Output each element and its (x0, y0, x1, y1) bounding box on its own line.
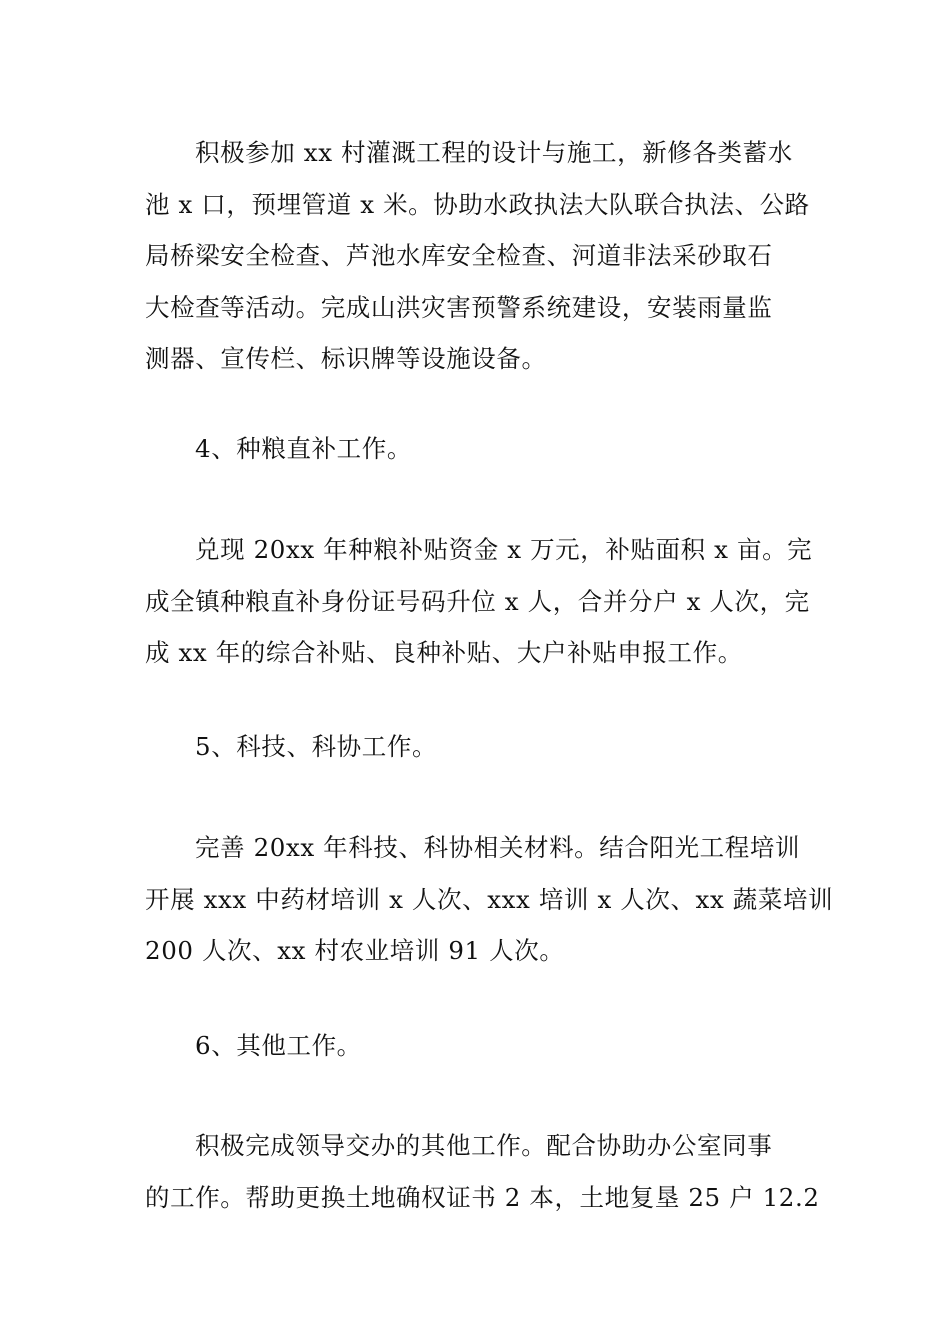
heading-line: 5、科技、科协工作。 (195, 732, 438, 761)
heading-line: 4、种粮直补工作。 (195, 434, 412, 463)
paragraph-irrigation (145, 127, 815, 385)
paragraph-line: 测器、宣传栏、标识牌等设施设备。 (145, 344, 547, 373)
paragraph-line: 兑现 20xx 年种粮补贴资金 x 万元，补贴面积 x 亩。完 (195, 535, 813, 564)
paragraph-grain-subsidy (145, 524, 815, 679)
heading-line: 6、其他工作。 (195, 1031, 362, 1060)
paragraph-line: 积极完成领导交办的其他工作。配合协助办公室同事 (195, 1131, 773, 1160)
paragraph-other-work (145, 1120, 820, 1223)
paragraph-line: 积极参加 xx 村灌溉工程的设计与施工，新修各类蓄水 (195, 138, 793, 167)
paragraph-line: 局桥梁安全检查、芦池水库安全检查、河道非法采砂取石 (145, 241, 773, 270)
paragraph-line: 池 x 口，预埋管道 x 米。协助水政执法大队联合执法、公路 (145, 189, 810, 219)
section-heading-science-tech (145, 721, 815, 773)
paragraph-line: 200 人次、xx 村农业培训 91 人次。 (145, 936, 565, 965)
paragraph-line: 成全镇种粮直补身份证号码升位 x 人，合并分户 x 人次，完 (145, 586, 810, 616)
paragraph-line: 大检查等活动。完成山洪灾害预警系统建设，安装雨量监 (145, 292, 773, 322)
paragraph-line: 成 xx 年的综合补贴、良种补贴、大户补贴申报工作。 (145, 638, 743, 667)
paragraph-line: 开展 xxx 中药材培训 x 人次、xxx 培训 x 人次、xx 蔬菜培训 (145, 884, 834, 914)
section-heading-other-work (145, 1020, 815, 1072)
paragraph-science-tech (145, 822, 834, 977)
section-heading-grain-subsidy (145, 423, 815, 475)
paragraph-line: 完善 20xx 年科技、科协相关材料。结合阳光工程培训 (195, 833, 801, 862)
paragraph-line: 的工作。帮助更换土地确权证书 2 本，土地复垦 25 户 12.2 (145, 1182, 820, 1212)
